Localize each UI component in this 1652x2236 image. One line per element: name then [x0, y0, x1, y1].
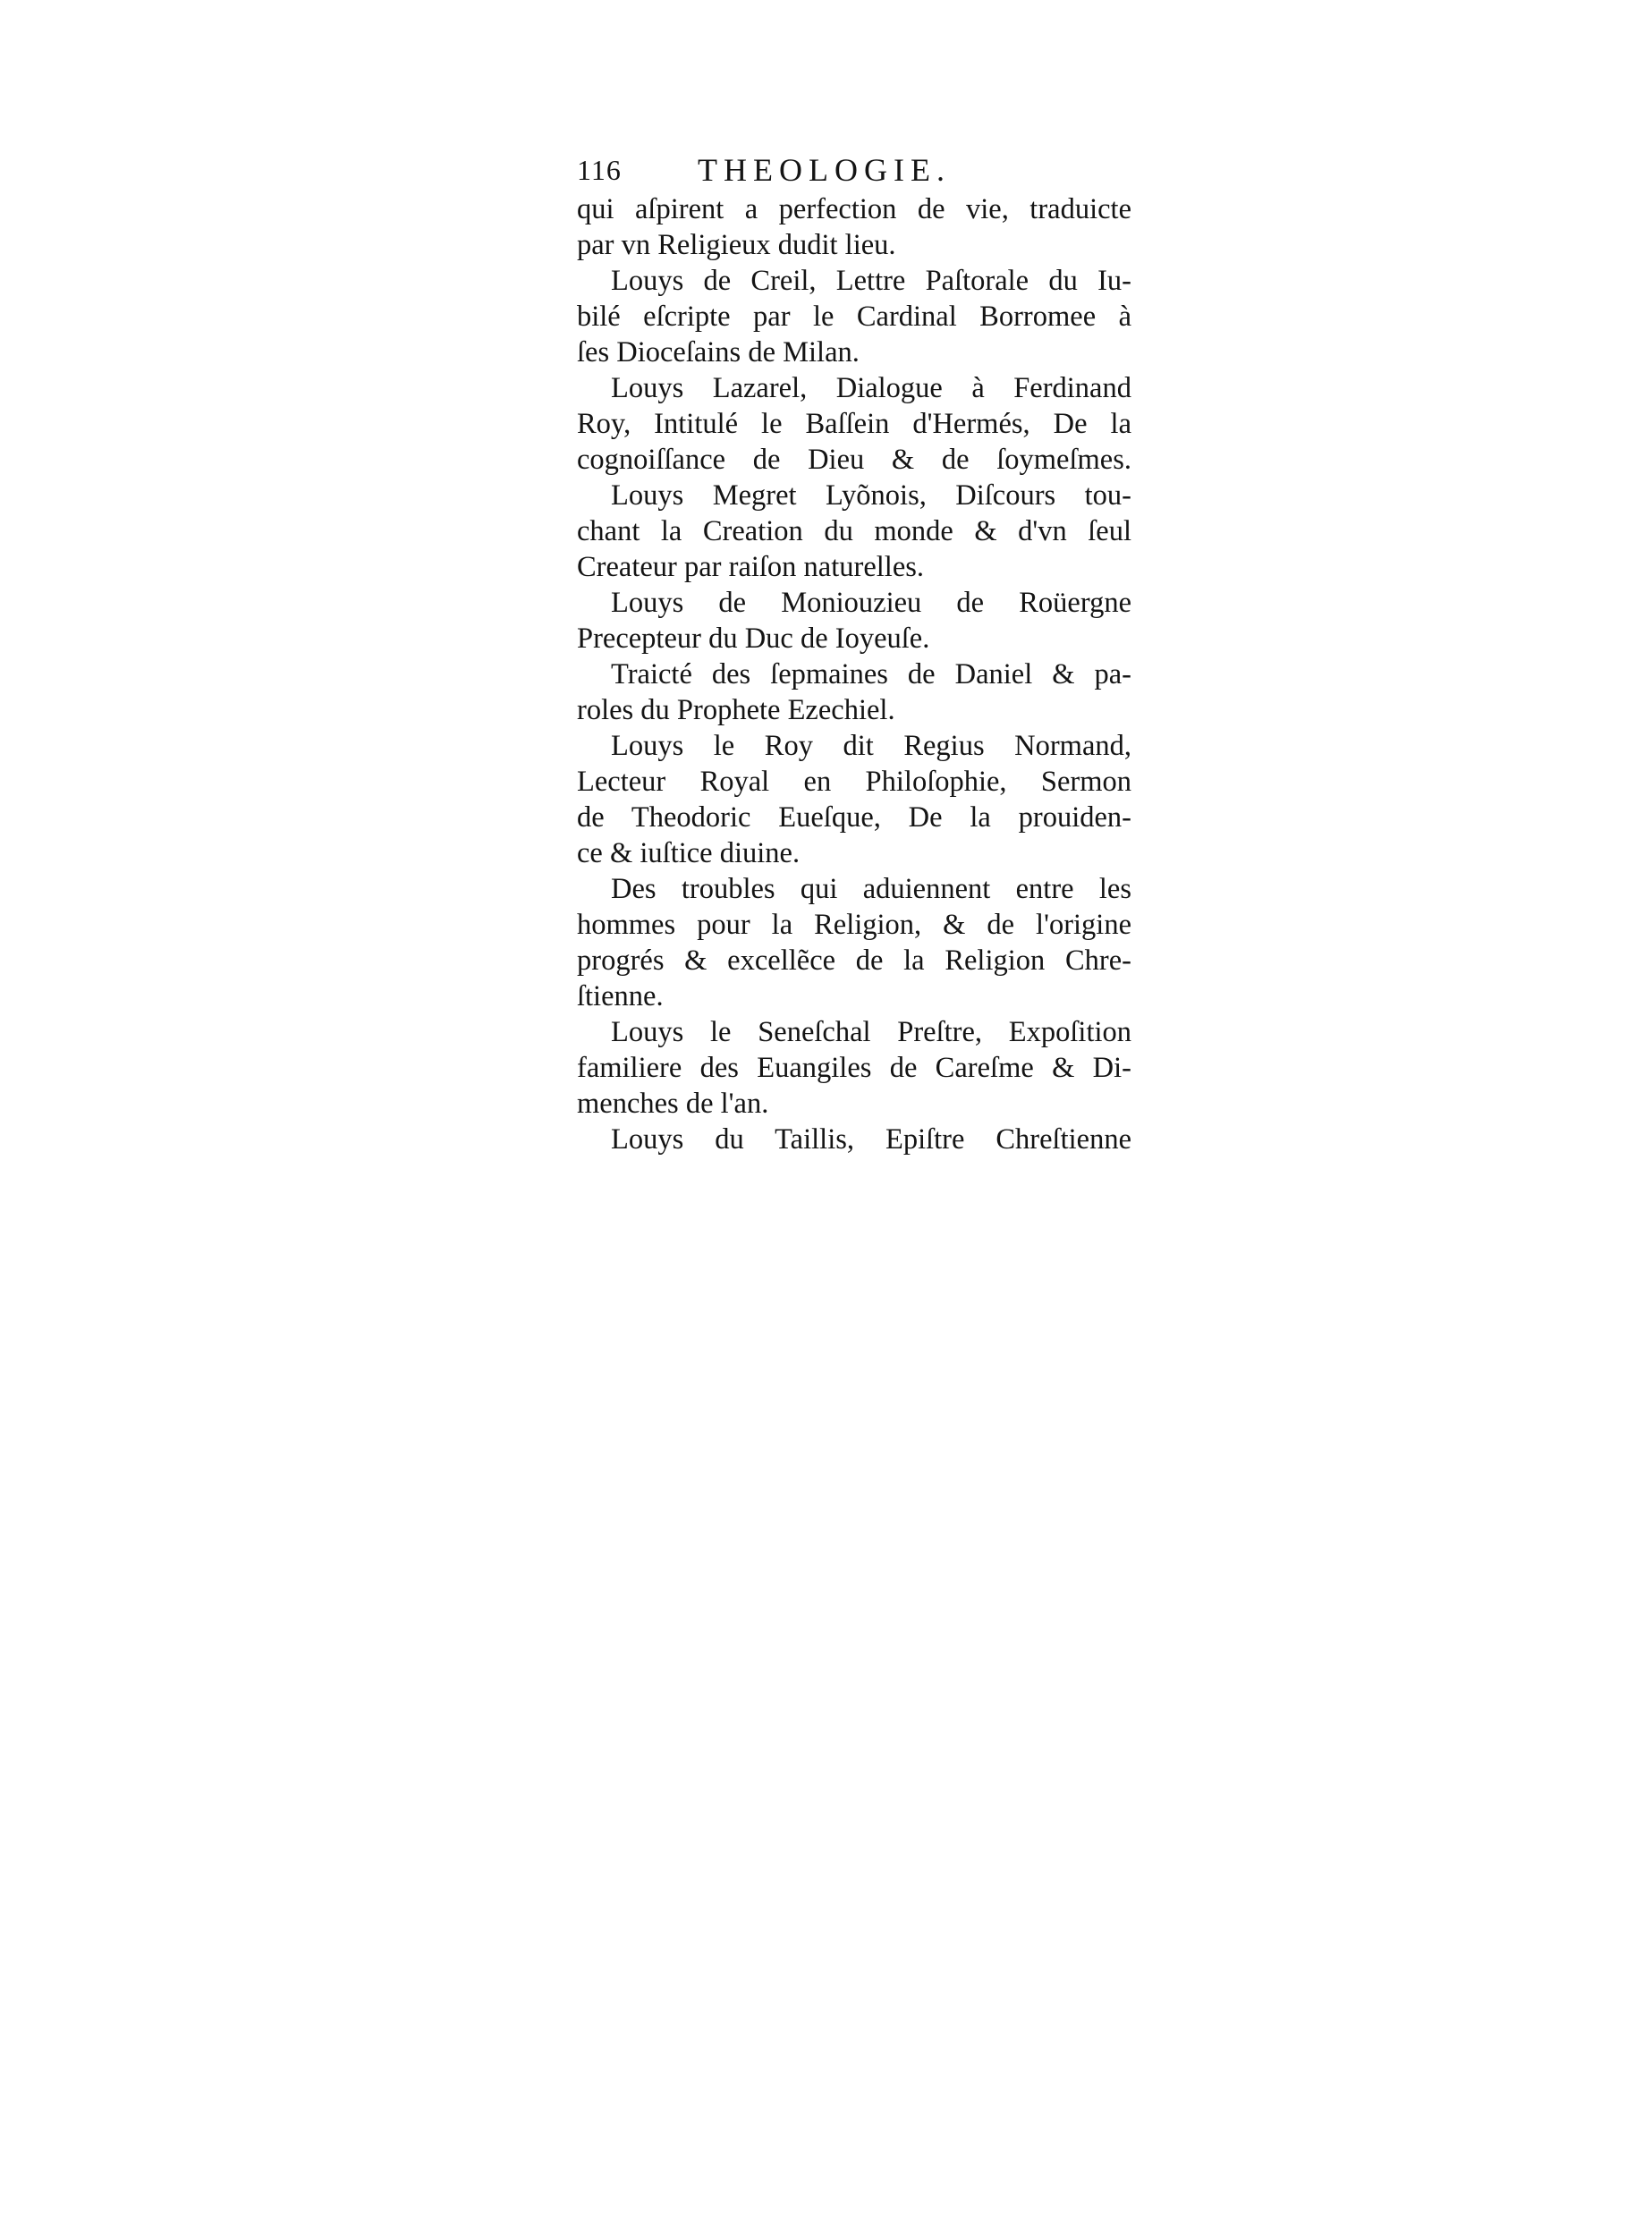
entry-line: Louys le Roy dit Regius Normand,: [611, 730, 1131, 762]
entry-line: roles du Prophete Ezechiel.: [577, 694, 895, 726]
catalog-entry: [577, 478, 1131, 585]
catalog-entry: [577, 191, 1131, 263]
running-title: THEOLOGIE.: [698, 152, 951, 188]
catalog-entry: [577, 656, 1131, 728]
entry-line: progrés & excellẽce de la Religion Chre-: [577, 944, 1131, 977]
entry-line: Louys de Creil, Lettre Paſtorale du Iu-: [611, 265, 1131, 297]
entry-line: bilé eſcripte par le Cardinal Borromee à: [577, 301, 1131, 333]
entry-line: ce & iuſtice diuine.: [577, 837, 801, 869]
entry-line: par vn Religieux dudit lieu.: [577, 229, 896, 261]
entry-line: Louys Megret Lyõnois, Diſcours tou-: [611, 479, 1131, 512]
catalog-entry: [577, 370, 1131, 478]
entry-line: Des troubles qui aduiennent entre les: [611, 873, 1131, 905]
entry-line: Louys le Seneſchal Preſtre, Expoſition: [611, 1016, 1131, 1048]
page-header: [577, 152, 1131, 191]
catalog-entry: [577, 1014, 1131, 1122]
entry-line: de Theodoric Eueſque, De la prouiden-: [577, 801, 1131, 834]
text-column: [577, 152, 1131, 1157]
entry-line: hommes pour la Religion, & de l'origine: [577, 909, 1131, 941]
entry-line: menches de l'an.: [577, 1088, 769, 1120]
catalog-entry: [577, 263, 1131, 370]
entry-line: ſes Dioceſains de Milan.: [577, 336, 860, 368]
entry-line: Lecteur Royal en Philoſophie, Sermon: [577, 766, 1131, 798]
entry-line: Louys Lazarel, Dialogue à Ferdinand: [611, 372, 1131, 404]
entry-line: Roy, Intitulé le Baſſein d'Hermés, De la: [577, 408, 1131, 440]
catalog-entry: [577, 585, 1131, 656]
catalog-entry: [577, 1122, 1131, 1157]
entry-line: Createur par raiſon naturelles.: [577, 551, 925, 583]
entry-line: Precepteur du Duc de Ioyeuſe.: [577, 623, 930, 655]
catalog-entry: [577, 728, 1131, 871]
entry-line: chant la Creation du monde & d'vn ſeul: [577, 515, 1131, 547]
entry-line: Louys de Moniouzieu de Roüergne: [611, 587, 1131, 619]
catalog-entry: [577, 871, 1131, 1014]
entry-line: familiere des Euangiles de Careſme & Di-: [577, 1052, 1131, 1084]
page-number: 116: [577, 154, 622, 186]
entry-line: ſtienne.: [577, 980, 664, 1012]
entry-line: Louys du Taillis, Epiſtre Chreſtienne: [611, 1123, 1131, 1156]
entry-line: Traicté des ſepmaines de Daniel & pa-: [611, 658, 1131, 690]
entry-line: qui aſpirent a perfection de vie, traduicte: [577, 193, 1131, 225]
entry-line: cognoiſſance de Dieu & de ſoymeſmes.: [577, 444, 1131, 476]
